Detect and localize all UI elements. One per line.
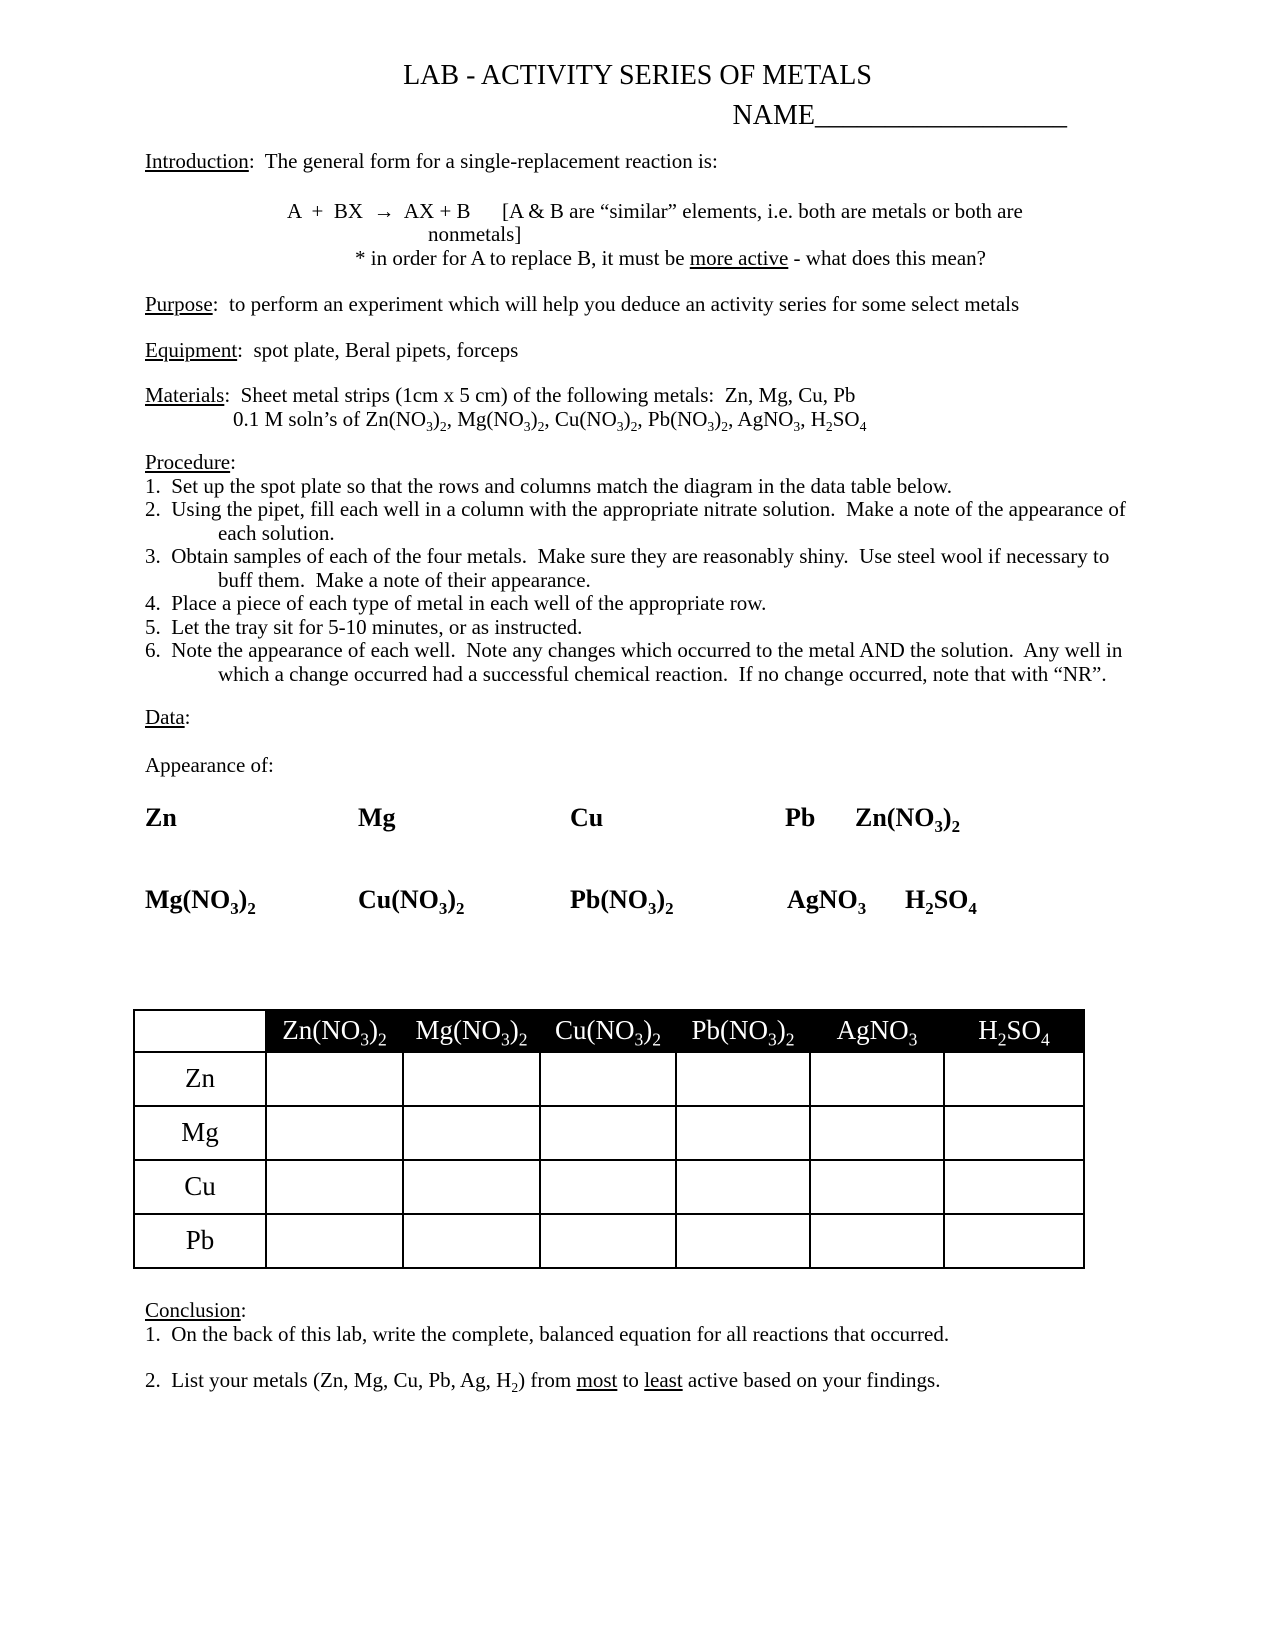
column-header-agno3: AgNO$_3$ bbox=[810, 1010, 944, 1052]
table-cell bbox=[676, 1214, 810, 1268]
column-header-cuno3: $Cu(NO_3)_2$ bbox=[540, 1010, 676, 1052]
table-cell bbox=[944, 1052, 1084, 1106]
appearance-item-mg: Mg bbox=[358, 803, 396, 832]
procedure-heading: Procedure: bbox=[145, 450, 236, 474]
procedure-step-1: 1. Set up the spot plate so that the rows and columns match the diagram in the data table below. bbox=[145, 473, 952, 498]
conclusion-item-2: 2. List your metals (Zn, Mg, Cu, Pb, Ag, $H_2$) from most to least active based on your findings. bbox=[145, 1368, 941, 1396]
table-row-pb bbox=[134, 1214, 1084, 1268]
table-cell bbox=[944, 1214, 1084, 1268]
appearance-item-cu: Cu bbox=[570, 803, 604, 832]
table-cell bbox=[810, 1214, 944, 1268]
table-row-cu bbox=[134, 1160, 1084, 1214]
purpose-line: Purpose: to perform an experiment which will help you deduce an activity series for some select metals bbox=[145, 292, 1020, 316]
appearance-item-cuno3: $Cu(NO_3)_2$ bbox=[358, 885, 465, 919]
conclusion-heading: Conclusion: bbox=[145, 1298, 247, 1322]
procedure-step-3: 3. Obtain samples of each of the four metals. Make sure they are reasonably shiny. Use steel wool if necessary to buff them. Make a note of their appearance. bbox=[145, 544, 1115, 592]
procedure-step-6: 6. Note the appearance of each well. Note any changes which occurred to the metal AND the solution. Any well in which a change occurred had a successful chemical reaction. If no change occurred, note that with “NR”. bbox=[145, 638, 1128, 686]
table-cell bbox=[676, 1052, 810, 1106]
appearance-row-1 bbox=[145, 801, 1130, 835]
table-cell bbox=[944, 1106, 1084, 1160]
data-heading: Data: bbox=[145, 705, 191, 729]
procedure-step-4: 4. Place a piece of each type of metal in each well of the appropriate row. bbox=[145, 591, 767, 615]
results-table bbox=[133, 1009, 1085, 1269]
reaction-equation-line: A + BX → AX + B [A & B are “similar” elements, i.e. both are metals or both are bbox=[287, 198, 1023, 223]
table-cell bbox=[810, 1052, 944, 1106]
procedure-step-5: 5. Let the tray sit for 5-10 minutes, or as instructed. bbox=[145, 614, 583, 639]
table-cell bbox=[540, 1106, 676, 1160]
column-header-h2so4: $H_2SO_4$ bbox=[944, 1010, 1084, 1052]
more-active-note: * in order for A to replace B, it must be more active - what does this mean? bbox=[355, 245, 986, 270]
row-label-mg: Mg bbox=[134, 1106, 266, 1160]
introduction-heading: Introduction: The general form for a single-replacement reaction is: bbox=[145, 149, 718, 173]
appearance-item-mgno3: $Mg(NO_3)_2$ bbox=[145, 885, 256, 919]
column-header-mgno3: $Mg(NO_3)_2$ bbox=[403, 1010, 540, 1052]
table-cell bbox=[676, 1160, 810, 1214]
table-cell bbox=[403, 1106, 540, 1160]
table-cell bbox=[403, 1160, 540, 1214]
table-cell bbox=[676, 1106, 810, 1160]
table-cell bbox=[540, 1160, 676, 1214]
table-corner-cell bbox=[134, 1010, 266, 1052]
table-cell bbox=[266, 1052, 403, 1106]
table-cell bbox=[266, 1106, 403, 1160]
table-cell bbox=[266, 1214, 403, 1268]
appearance-item-pbno3: $Pb(NO_3)_2$ bbox=[570, 885, 674, 919]
appearance-item-agno3: AgNO$_3$ bbox=[787, 885, 867, 919]
conclusion-item-1: 1. On the back of this lab, write the complete, balanced equation for all reactions that occurred. bbox=[145, 1321, 950, 1346]
table-cell bbox=[810, 1106, 944, 1160]
table-cell bbox=[944, 1160, 1084, 1214]
row-label-pb: Pb bbox=[134, 1214, 266, 1268]
row-label-zn: Zn bbox=[134, 1052, 266, 1106]
table-cell bbox=[540, 1214, 676, 1268]
column-header-pbno3: $Pb(NO_3)_2$ bbox=[676, 1010, 810, 1052]
appearance-item-h2so4: $H_2SO_4$ bbox=[905, 885, 977, 919]
table-row-zn bbox=[134, 1052, 1084, 1106]
appearance-of-label: Appearance of: bbox=[145, 752, 274, 777]
appearance-item-pb: Pb bbox=[785, 803, 816, 832]
appearance-item-zn: Zn bbox=[145, 803, 177, 832]
table-row-mg bbox=[134, 1106, 1084, 1160]
procedure-step-2: 2. Using the pipet, fill each well in a column with the appropriate nitrate solution. Make a note of the appearance of each solution. bbox=[145, 497, 1132, 545]
table-cell bbox=[403, 1052, 540, 1106]
column-header-znno3: $Zn(NO_3)_2$ bbox=[266, 1010, 403, 1052]
table-cell bbox=[540, 1052, 676, 1106]
equipment-line: Equipment: spot plate, Beral pipets, forceps bbox=[145, 337, 519, 362]
row-label-cu: Cu bbox=[134, 1160, 266, 1214]
name-blank-line: NAME__________________ bbox=[732, 100, 1067, 131]
appearance-row-2 bbox=[145, 883, 1130, 917]
table-cell bbox=[810, 1160, 944, 1214]
reaction-equation-wrap: nonmetals] bbox=[428, 222, 522, 246]
table-cell bbox=[403, 1214, 540, 1268]
table-header-row bbox=[134, 1010, 1084, 1052]
appearance-item-znno3: $Zn(NO_3)_2$ bbox=[855, 803, 961, 837]
materials-line1: Materials: Sheet metal strips (1cm x 5 cm) of the following metals: Zn, Mg, Cu, Pb bbox=[145, 383, 856, 407]
materials-line2: 0.1 M soln’s of $Zn(NO_3)_2$, $Mg(NO_3)_2$, $Cu(NO_3)_2$, $Pb(NO_3)_2$, AgNO$_3$, $H_2SO_4$ bbox=[233, 406, 867, 434]
table-cell bbox=[266, 1160, 403, 1214]
page-title: LAB - ACTIVITY SERIES OF METALS bbox=[403, 60, 872, 91]
